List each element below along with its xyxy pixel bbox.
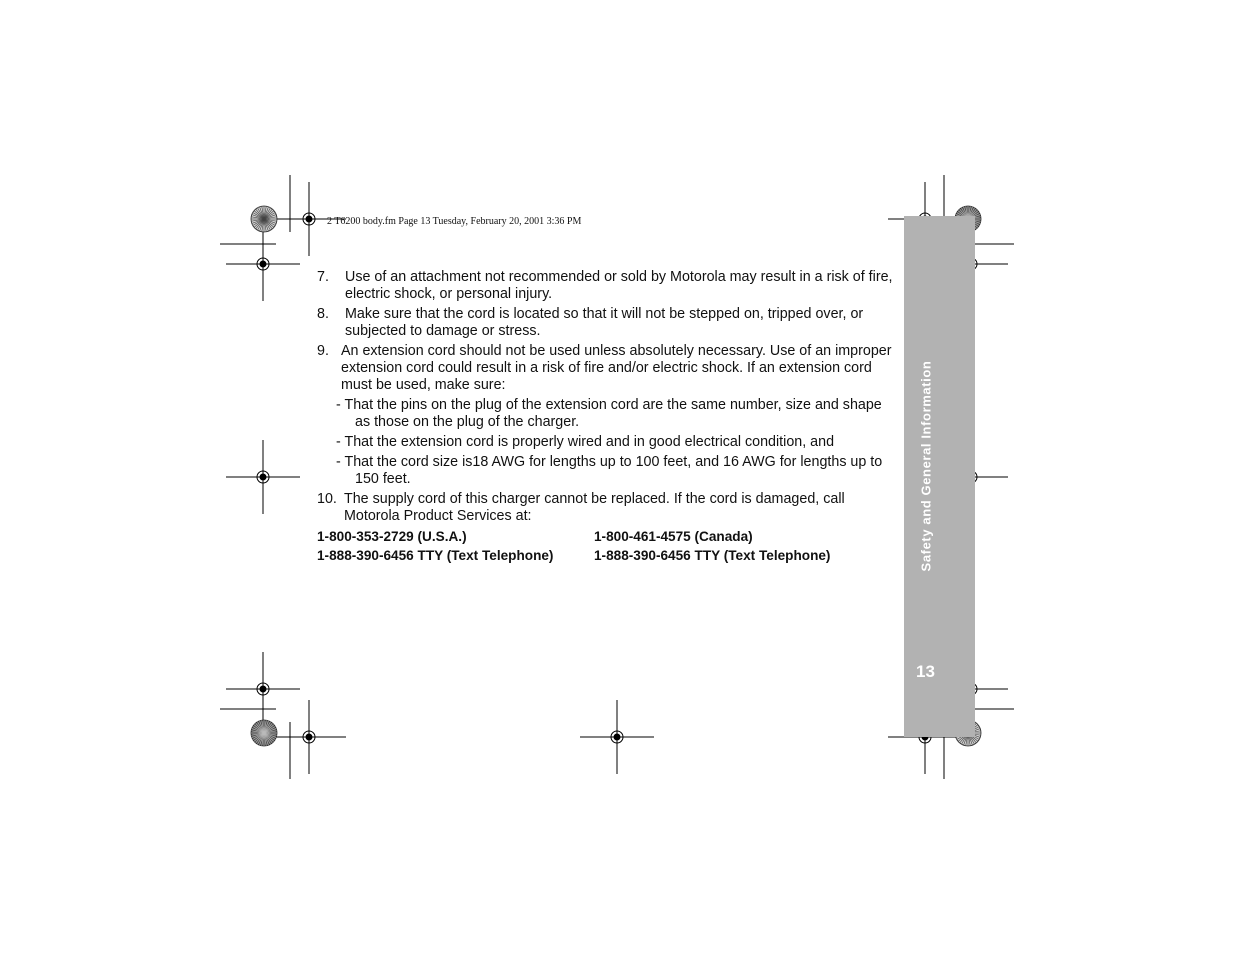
list-item <box>317 343 897 394</box>
sub-item: - That the pins on the plug of the extension cord are the same number, size and shape as those on the plug of the charger. <box>336 397 882 430</box>
list-item-text: An extension cord should not be used unless absolutely necessary. Use of an improper extension cord could result in a risk of fire and/or electric shock. If an extension cord must be used, make sure: <box>341 343 892 393</box>
list-item-number: 10. <box>317 491 337 507</box>
phone-usa: 1-800-353-2729 (U.S.A.) <box>317 529 467 544</box>
phone-numbers <box>317 528 897 564</box>
list-item-text: Use of an attachment not recommended or sold by Motorola may result in a risk of fire, electric shock, or personal injury. <box>345 269 893 302</box>
color-target-icon <box>251 720 277 746</box>
section-title: Safety and General Information <box>918 360 934 572</box>
list-item <box>317 491 897 525</box>
sub-item: - That the cord size is18 AWG for lengths up to 100 feet, and 16 AWG for lengths up to 150 feet. <box>336 454 883 487</box>
list-item-number: 8. <box>317 306 329 322</box>
registration-mark-icon <box>272 700 346 774</box>
phone-canada: 1-800-461-4575 (Canada) <box>594 529 753 544</box>
registration-mark-icon <box>580 700 654 774</box>
list-item-text: Make sure that the cord is located so that it will not be stepped on, tripped over, or subjected to damage or stress. <box>345 306 864 339</box>
list-item-number: 7. <box>317 269 329 285</box>
list-item <box>317 269 897 303</box>
phone-tty-usa: 1-888-390-6456 TTY (Text Telephone) <box>317 548 554 563</box>
sub-item: - That the extension cord is properly wired and in good electrical condition, and <box>336 434 835 450</box>
registration-mark-icon <box>226 440 300 514</box>
list-item <box>317 306 897 340</box>
file-info-header: 2 T6200 body.fm Page 13 Tuesday, February 20, 2001 3:36 PM <box>327 216 582 227</box>
list-item-number: 9. <box>317 343 329 359</box>
list-item-text: The supply cord of this charger cannot be replaced. If the cord is damaged, call Motorola Product Services at: <box>344 491 845 524</box>
color-target-icon <box>251 206 277 232</box>
page-number: 13 <box>916 662 935 681</box>
registration-mark-icon <box>226 652 300 726</box>
phone-tty-canada: 1-888-390-6456 TTY (Text Telephone) <box>594 548 831 563</box>
registration-mark-icon <box>226 227 300 301</box>
instructions-body <box>317 269 897 564</box>
section-sidebar <box>904 216 975 737</box>
